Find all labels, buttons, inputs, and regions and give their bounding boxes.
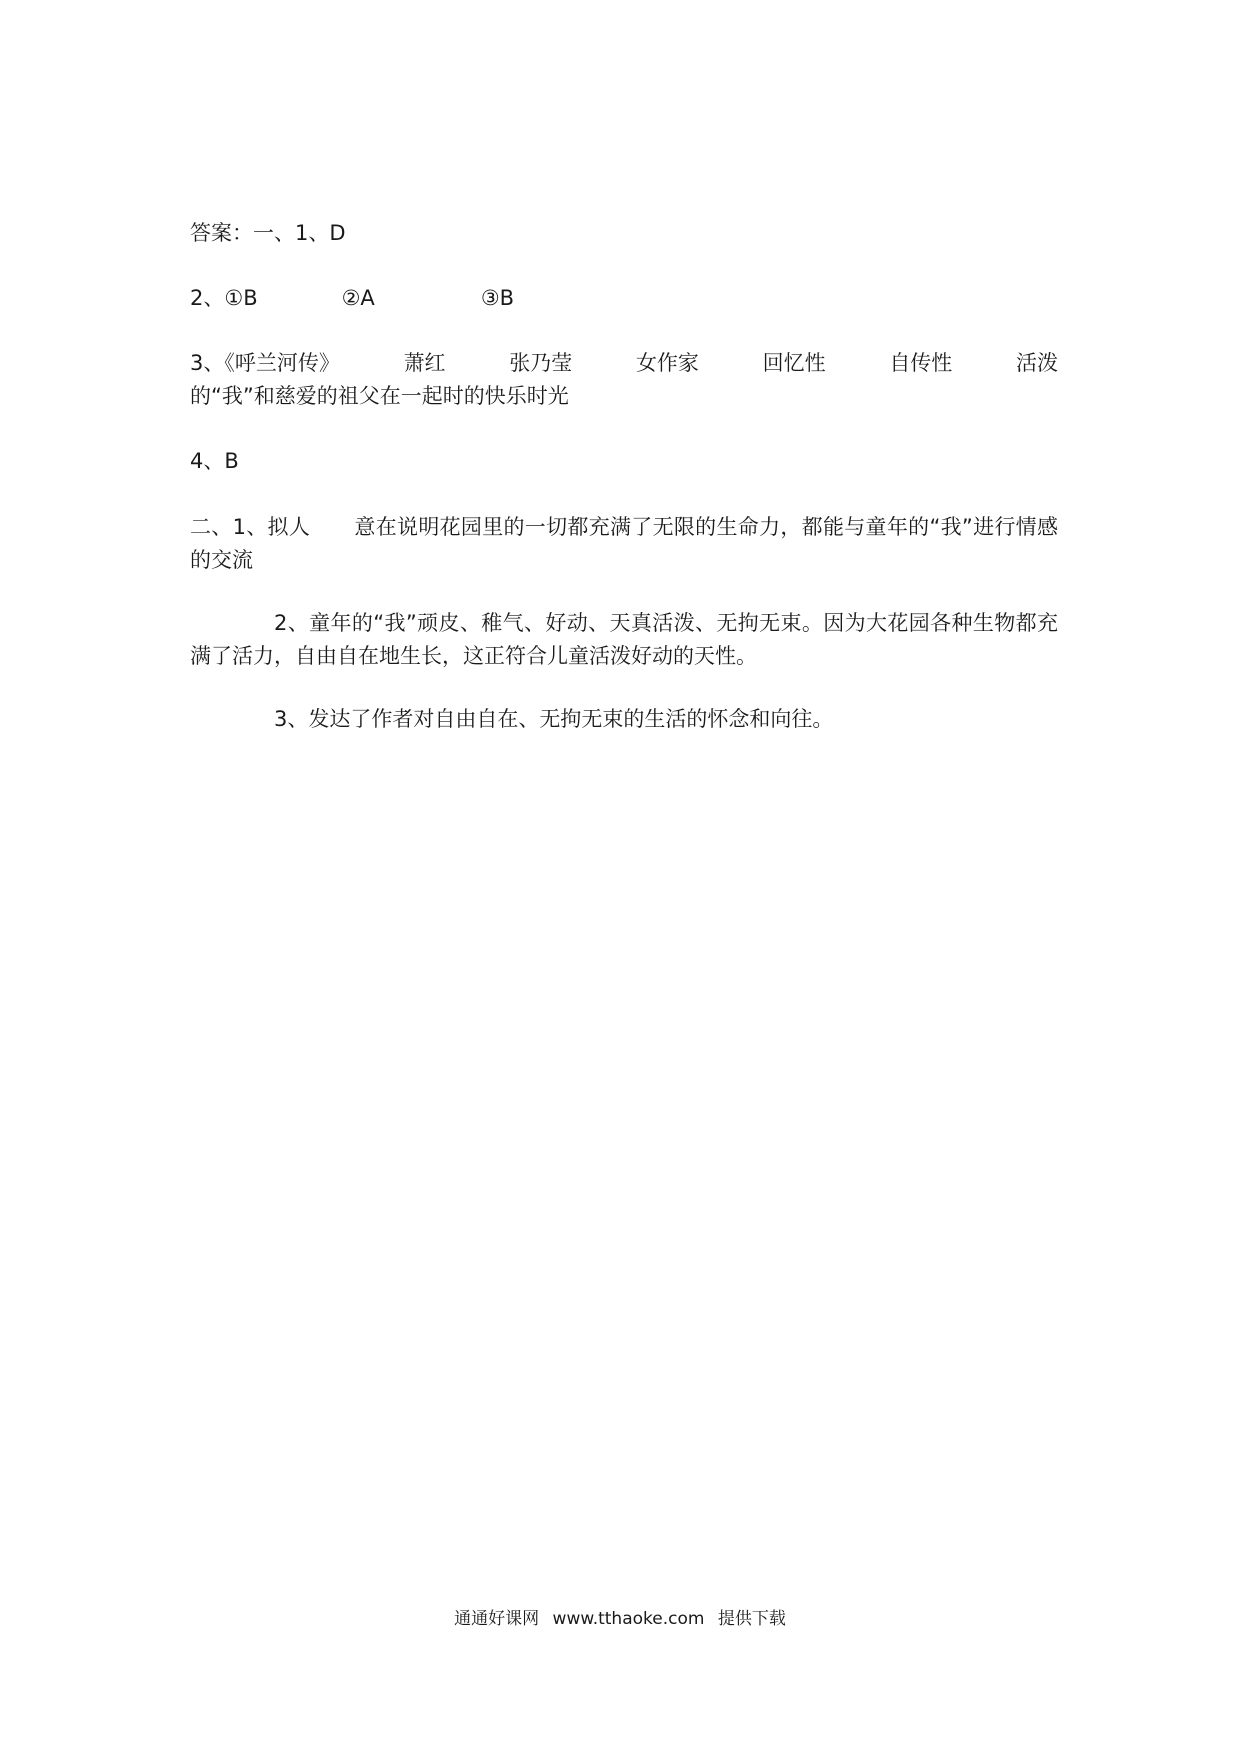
answer-q2-item: ②A — [341, 286, 375, 310]
answer-q2-prefix: 2、 — [190, 286, 225, 310]
answer-part2-q3: 3、发达了作者对自由自在、无拘无束的生活的怀念和向往。 — [274, 707, 834, 731]
answer-q3-item: 萧红 — [403, 351, 446, 375]
answer-q2-item: ③B — [480, 286, 515, 310]
answer-part2-q2: 2、童年的“我”顽皮、稚气、好动、天真活泼、无拘无束。因为大花园各种生物都充满了活力，自由自在地生长，这正符合儿童活泼好动的天性。 — [190, 611, 1058, 668]
footer-site-name: 通通好课网 — [454, 1609, 540, 1629]
answer-part2-q1-prefix: 二、1、拟人 — [190, 515, 311, 539]
footer-url: www.tthaoke.com — [552, 1609, 705, 1629]
answer-q2-line — [190, 283, 514, 313]
answer-q3-item: 回忆性 — [762, 351, 826, 375]
footer-action: 提供下载 — [717, 1609, 786, 1629]
answer-q2-item: ①B — [224, 286, 258, 310]
answer-q3-line — [190, 348, 1058, 378]
answer-q3-item: 3、《呼兰河传》 — [190, 351, 340, 375]
answer-part2-q1 — [190, 511, 1058, 577]
answer-q3-item: 女作家 — [635, 351, 699, 375]
answer-q3-item: 自传性 — [889, 351, 953, 375]
answer-q4-line: 4、B — [190, 449, 239, 473]
answer-q3-item: 活泼 — [1016, 351, 1058, 375]
answer-q3-continuation: 的“我”和慈爱的祖父在一起时的快乐时光 — [190, 384, 569, 408]
answer-part2-q1-text: 意在说明花园里的一切都充满了无限的生命力，都能与童年的“我”进行情感的交流 — [190, 515, 1058, 572]
page-footer — [0, 1607, 1240, 1631]
answer-q3-item: 张乃莹 — [509, 351, 573, 375]
answer-title-line: 答案：一、1、D — [190, 221, 346, 245]
